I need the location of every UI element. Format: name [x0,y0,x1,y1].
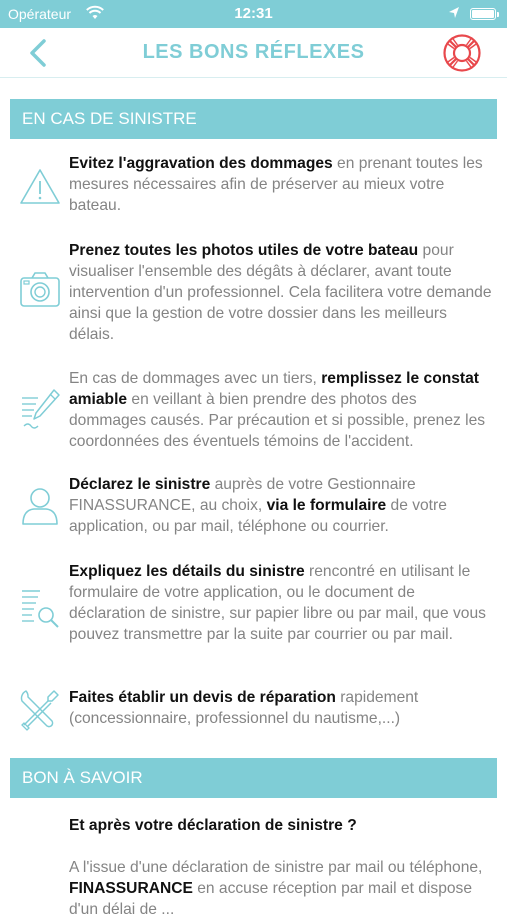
status-bar [0,0,507,28]
document-search-icon [18,585,62,629]
bon-a-savoir-content [69,815,495,920]
nav-bar [0,28,507,78]
user-icon [18,484,62,528]
item-text: Evitez l'aggravation des dommages en prenant toutes les mesures nécessaires afin de préserver au mieux votre bateau. [69,155,483,214]
item-text: Expliquez les détails du sinistre rencontré en utilisant le formulaire de votre application, ou le document de déclaration de sinistre, sur papier libre ou par mail, que vous pouvez transmettre par la suite par courrier ou par mail. [69,563,486,643]
page-title: LES BONS RÉFLEXES [142,41,365,63]
item-text: Faites établir un devis de réparation rapidement (concessionnaire, professionnel du nautisme,...) [69,689,419,727]
warning-icon [18,165,62,209]
carrier-label: Opérateur [8,6,72,22]
clock: 12:31 [234,5,273,22]
lifebuoy-icon[interactable] [442,33,482,73]
location-arrow-icon [448,6,460,20]
camera-icon [18,268,62,312]
section-header-bon-a-savoir: BON À SAVOIR [10,758,497,798]
item-text: Déclarez le sinistre auprès de votre Gestionnaire FINASSURANCE, au choix, via le formulaire de votre application, ou par mail, téléphone ou courrier. [69,476,447,535]
bon-a-savoir-text: A l'issue d'une déclaration de sinistre par mail ou téléphone, FINASSURANCE en accuse réception par mail et dispose d'un délai de ... [69,859,483,918]
item-text: En cas de dommages avec un tiers, remplissez le constat amiable en veillant à bien prendre des photos des dommages causés. Par précaution et si possible, prenez les coordonnées des éventuels témoins de l'accident. [69,370,486,450]
item-text: Prenez toutes les photos utiles de votre bateau pour visualiser l'ensemble des dégâts à déclarer, avant toute intervention d'un professionnel. Cela facilitera votre demande ainsi que la gestion de votre dossier dans les meilleurs délais. [69,242,492,343]
bon-a-savoir-heading: Et après votre déclaration de sinistre ? [69,817,357,834]
section-header-sinistre: EN CAS DE SINISTRE [10,99,497,139]
tools-icon [18,687,62,731]
document-pen-icon [18,386,62,430]
battery-icon [470,8,496,20]
